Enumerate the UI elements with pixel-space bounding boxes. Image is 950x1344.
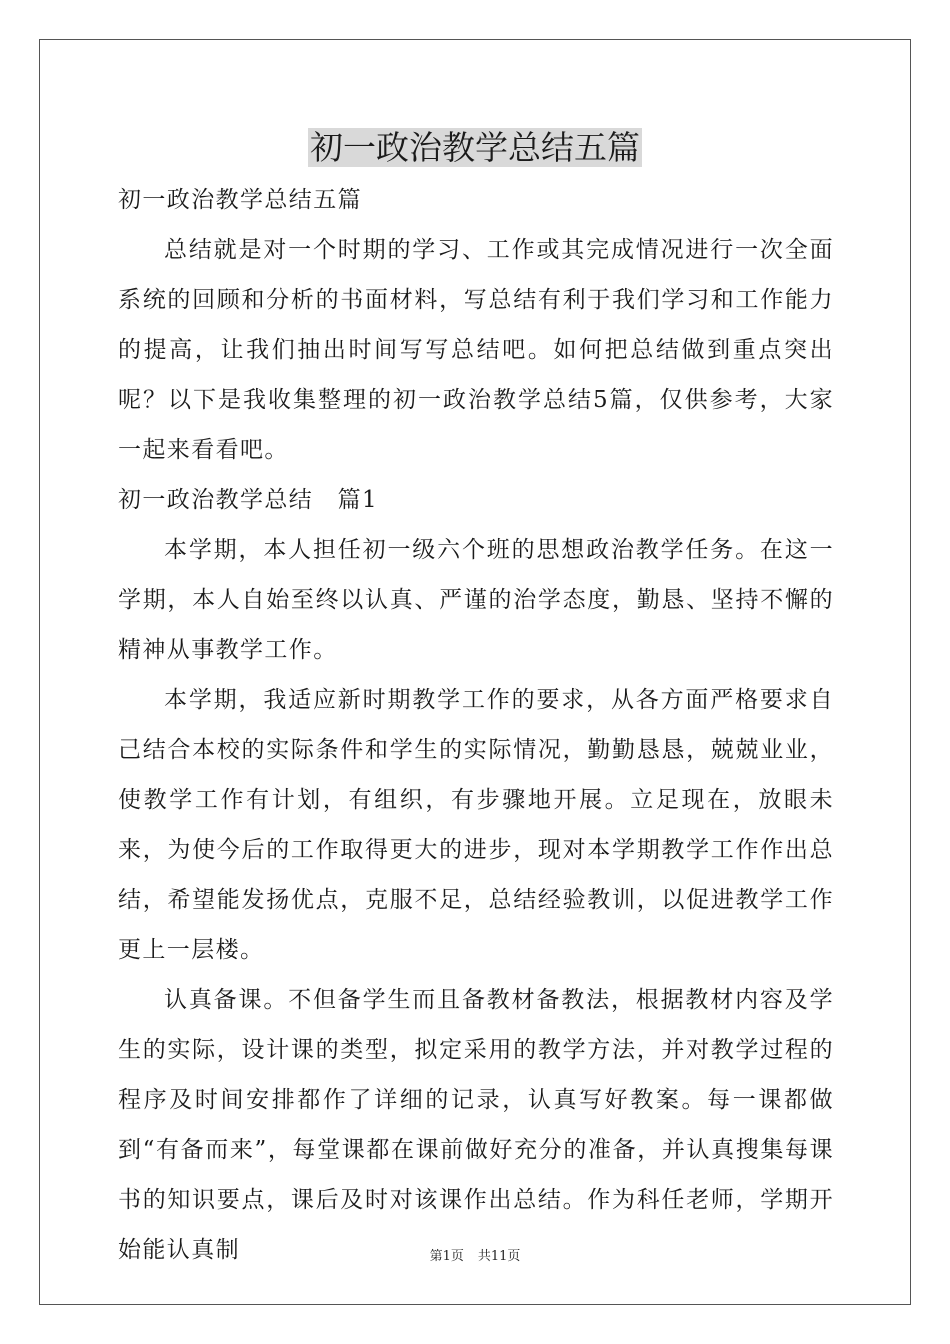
body-paragraph: 本学期，我适应新时期教学工作的要求，从各方面严格要求自己结合本校的实际条件和学生的实际情况，勤勤恳恳，兢兢业业，使教学工作有计划，有组织，有步骤地开展。立足现在，放眼未来，为使今后的工作取得更大的进步，现对本学期教学工作作出总结，希望能发扬优点，克服不足，总结经验教训，以促进教学工作更上一层楼。 xyxy=(118,687,834,963)
page-number: 第1页 xyxy=(429,1249,464,1264)
body-paragraph: 认真备课。不但备学生而且备教材备教法，根据教材内容及学生的实际，设计课的类型，拟定采用的教学方法，并对教学过程的程序及时间安排都作了详细的记录，认真写好教案。每一课都做到“有备而来”，每堂课都在课前做好充分的准备，并认真搜集每课书的知识要点，课后及时对该课作出总结。作为科任老师，学期开始能认真制 xyxy=(118,987,834,1263)
body-paragraph: 本学期，本人担任初一级六个班的思想政治教学任务。在这一学期，本人自始至终以认真、严谨的治学态度，勤恳、坚持不懈的精神从事教学工作。 xyxy=(118,537,834,663)
page-footer xyxy=(0,1248,950,1266)
page-total: 共11页 xyxy=(477,1249,521,1264)
document-body xyxy=(118,175,834,1275)
intro-paragraph: 总结就是对一个时期的学习、工作或其完成情况进行一次全面系统的回顾和分析的书面材料，写总结有利于我们学习和工作能力的提高，让我们抽出时间写写总结吧。如何把总结做到重点突出呢？以下是我收集整理的初一政治教学总结5篇，仅供参考，大家一起来看看吧。 xyxy=(118,237,834,463)
section-heading: 初一政治教学总结 篇1 xyxy=(118,487,379,513)
subtitle-paragraph: 初一政治教学总结五篇 xyxy=(118,187,362,213)
document-title xyxy=(0,126,950,170)
document-title-text: 初一政治教学总结五篇 xyxy=(310,128,640,167)
